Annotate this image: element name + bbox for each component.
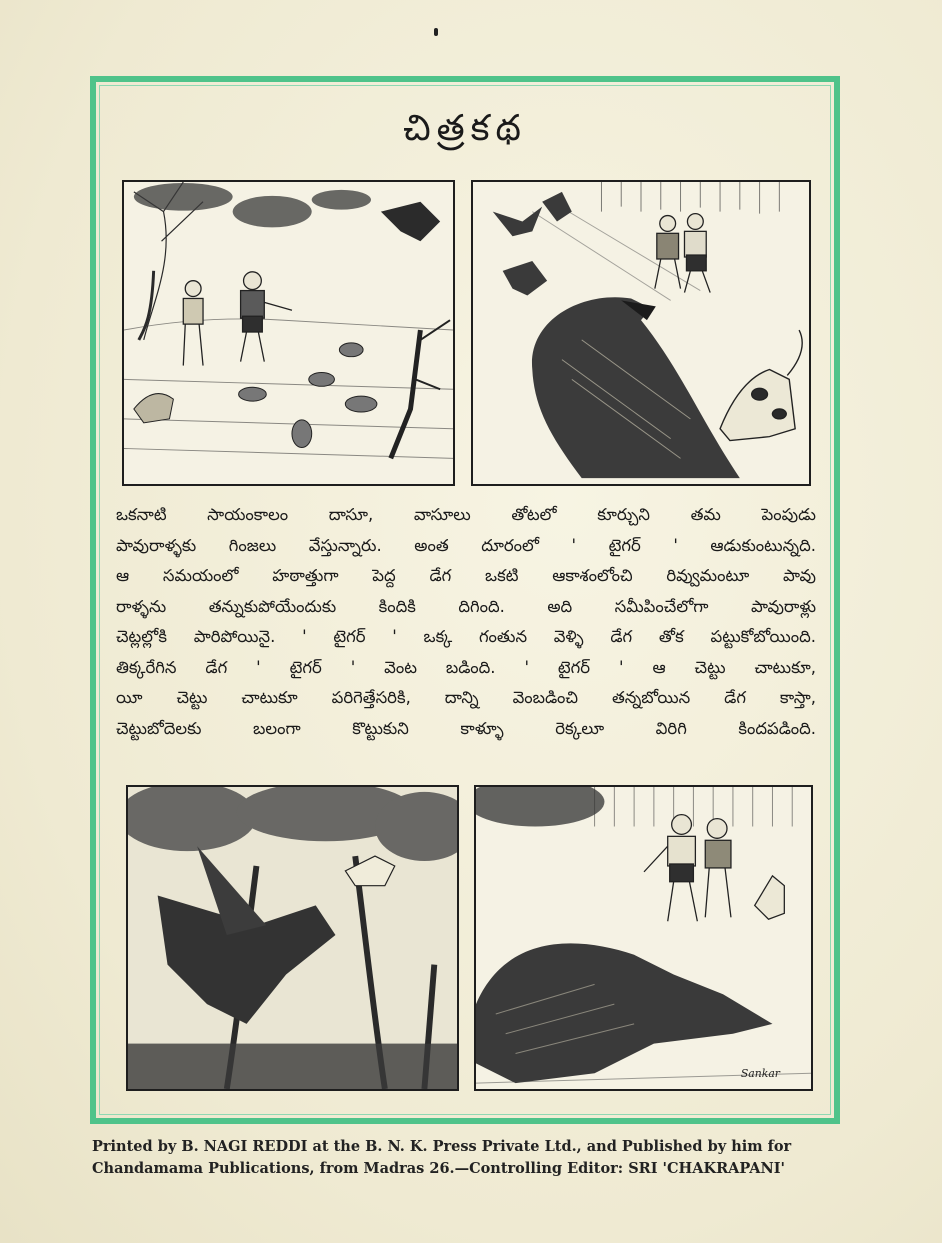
story-line: ఒకనాటి సాయంకాలం దాసూ, వాసూలు తోటలో కూర్చుని తమ పెంపుడు bbox=[116, 505, 816, 524]
eagle-in-trees-illustration bbox=[128, 787, 457, 1089]
eagle-and-dog-illustration bbox=[473, 182, 809, 484]
story-line: పావురాళ్ళకు గింజలు వేస్తున్నారు. అంత దూరంలో ' టైగర్ ' ఆడుకుంటున్నది. bbox=[116, 535, 816, 555]
imprint-footer bbox=[92, 1136, 872, 1180]
fallen-eagle-illustration bbox=[476, 787, 811, 1089]
children-feeding-pigeons-illustration bbox=[124, 182, 453, 484]
page-title: చిత్రకథ bbox=[403, 108, 527, 149]
story-line: రాళ్ళను తన్నుకుపోయేందుకు కిందికి దిగింది. అది సమీపించేలోగా పావురాళ్లు bbox=[116, 596, 816, 616]
story-line: తిక్కరేగిన డేగ ' టైగర్ ' వెంట బడింది. ' టైగర్ ' ఆ చెట్టు చాటుకూ, bbox=[116, 657, 816, 677]
illustration-panel-1 bbox=[122, 180, 455, 486]
illustration-panel-2 bbox=[471, 180, 811, 486]
imprint-line-1: Printed by B. NAGI REDDI at the B. N. K. Press Private Ltd., and Published by him for bbox=[92, 1138, 792, 1155]
imprint-line-2: Chandamama Publications, from Madras 26.—Controlling Editor: SRI 'CHAKRAPANI' bbox=[92, 1160, 785, 1177]
story-text bbox=[116, 500, 816, 770]
story-line: యీ చెట్టు చాటుకూ పరిగెత్తేసరికి, దాన్ని వెంబడించి తన్నబోయిన డేగ కాస్తా, bbox=[116, 688, 816, 707]
illustration-panel-3 bbox=[126, 785, 459, 1091]
story-line: ఆ సమయంలో హఠాత్తుగా పెద్ద డేగ ఒకటి ఆకాశంలోంచి రివ్వుమంటూ పావు bbox=[116, 566, 816, 585]
print-mark bbox=[434, 28, 438, 36]
illustration-panel-4 bbox=[474, 785, 813, 1091]
story-line: చెట్లల్లోకి పారిపోయినై. ' టైగర్ ' ఒక్క గంతున వెళ్ళి డేగ తోక పట్టుకోబోయింది. bbox=[116, 627, 816, 646]
artist-signature: Sankar bbox=[740, 1067, 781, 1081]
story-line: చెట్టుబోదెలకు బలంగా కొట్టుకుని కాళ్ళూ రెక్కలూ విరిగి కిందపడింది. bbox=[116, 718, 816, 738]
